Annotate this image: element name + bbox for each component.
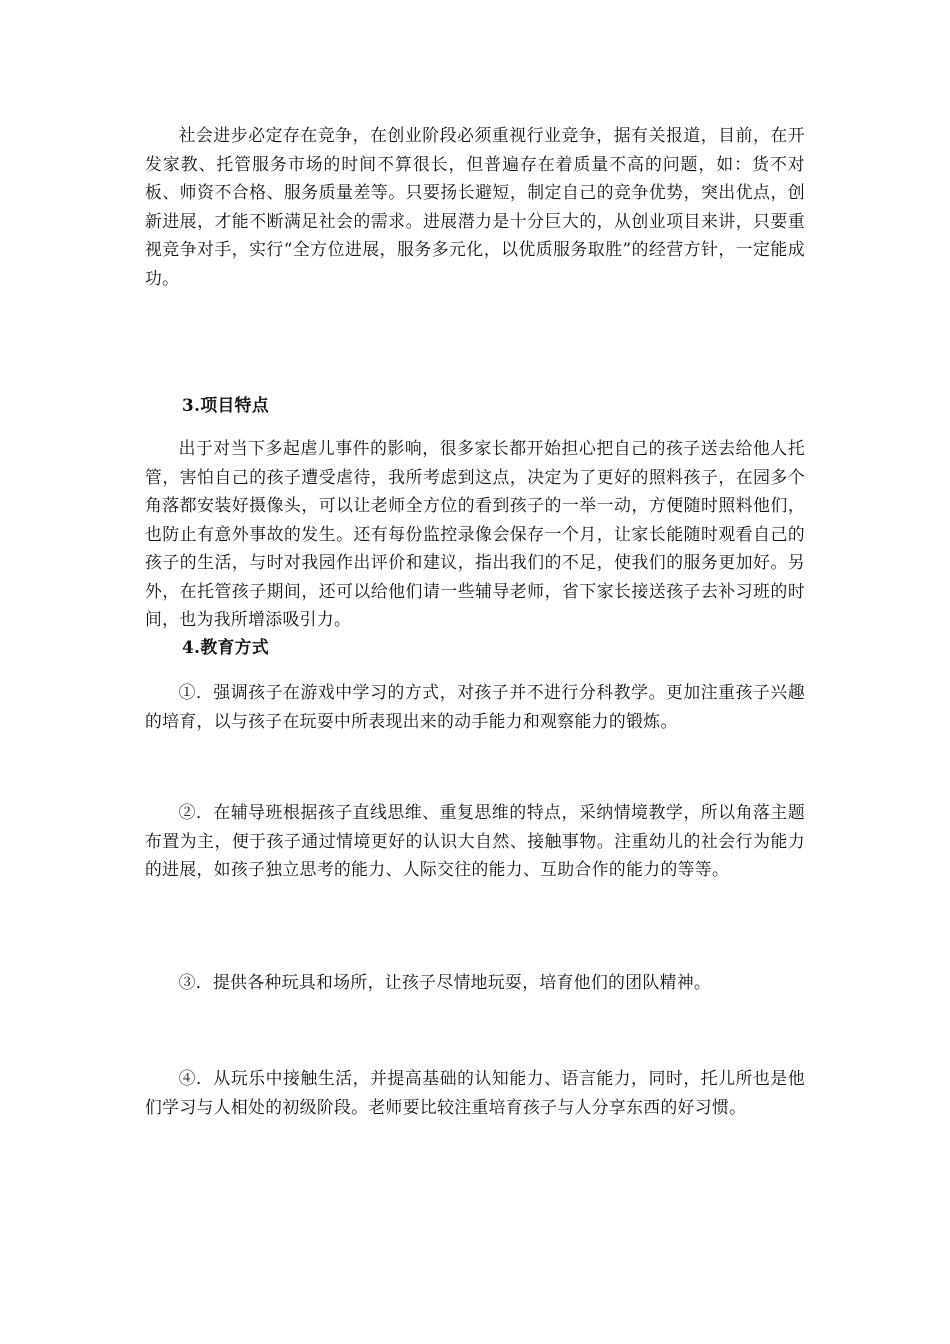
education-method-1-paragraph: ①．强调孩子在游戏中学习的方式，对孩子并不进行分科教学。更加注重孩子兴趣的培育，以与孩子在玩耍中所表现出来的动手能力和观察能力的锻炼。 [145,682,805,731]
education-method-4-paragraph: ④．从玩乐中接触生活，并提高基础的认知能力、语言能力，同时，托儿所也是他们学习与人相处的初级阶段。老师要比较注重培育孩子与人分享东西的好习惯。 [145,1068,805,1117]
competition-paragraph: 社会进步必定存在竞争，在创业阶段必须重视行业竞争，据有关报道，目前，在开发家教、托管服务市场的时间不算很长，但普遍存在着质量不高的问题，如：货不对板、师资不合格、服务质量差等。只要扬长避短，制定自己的竞争优势，突出优点，创新进展，才能不断满足社会的需求。进展潜力是十分巨大的，从创业项目来讲，只要重视竞争对手，实行“全方位进展，服务多元化，以优质服务取胜”的经营方针，一定能成功。 [145,125,805,288]
section-heading-project-features: 3.项目特点 [182,395,270,415]
project-features-paragraph: 出于对当下多起虐儿事件的影响，很多家长都开始担心把自己的孩子送去给他人托管，害怕自己的孩子遭受虐待，我所考虑到这点，决定为了更好的照料孩子，在园多个角落都安装好摄像头，可以让老师全方位的看到孩子的一举一动，方便随时照料他们，也防止有意外事故的发生。还有每份监控录像会保存一个月，让家长能随时观看自己的孩子的生活，与时对我园作出评价和建议，指出我们的不足，使我们的服务更加好。另外，在托管孩子期间，还可以给他们请一些辅导老师，省下家长接送孩子去补习班的时间，也为我所增添吸引力。 [145,438,805,629]
education-method-2-paragraph: ②．在辅导班根据孩子直线思维、重复思维的特点，采纳情境教学，所以角落主题布置为主，便于孩子通过情境更好的认识大自然、接触事物。注重幼儿的社会行为能力的进展，如孩子独立思考的能力、人际交往的能力、互助合作的能力的等等。 [145,802,805,879]
section-heading-education-methods: 4.教育方式 [182,637,270,657]
education-method-3-paragraph: ③．提供各种玩具和场所，让孩子尽情地玩耍，培育他们的团队精神。 [178,972,712,992]
